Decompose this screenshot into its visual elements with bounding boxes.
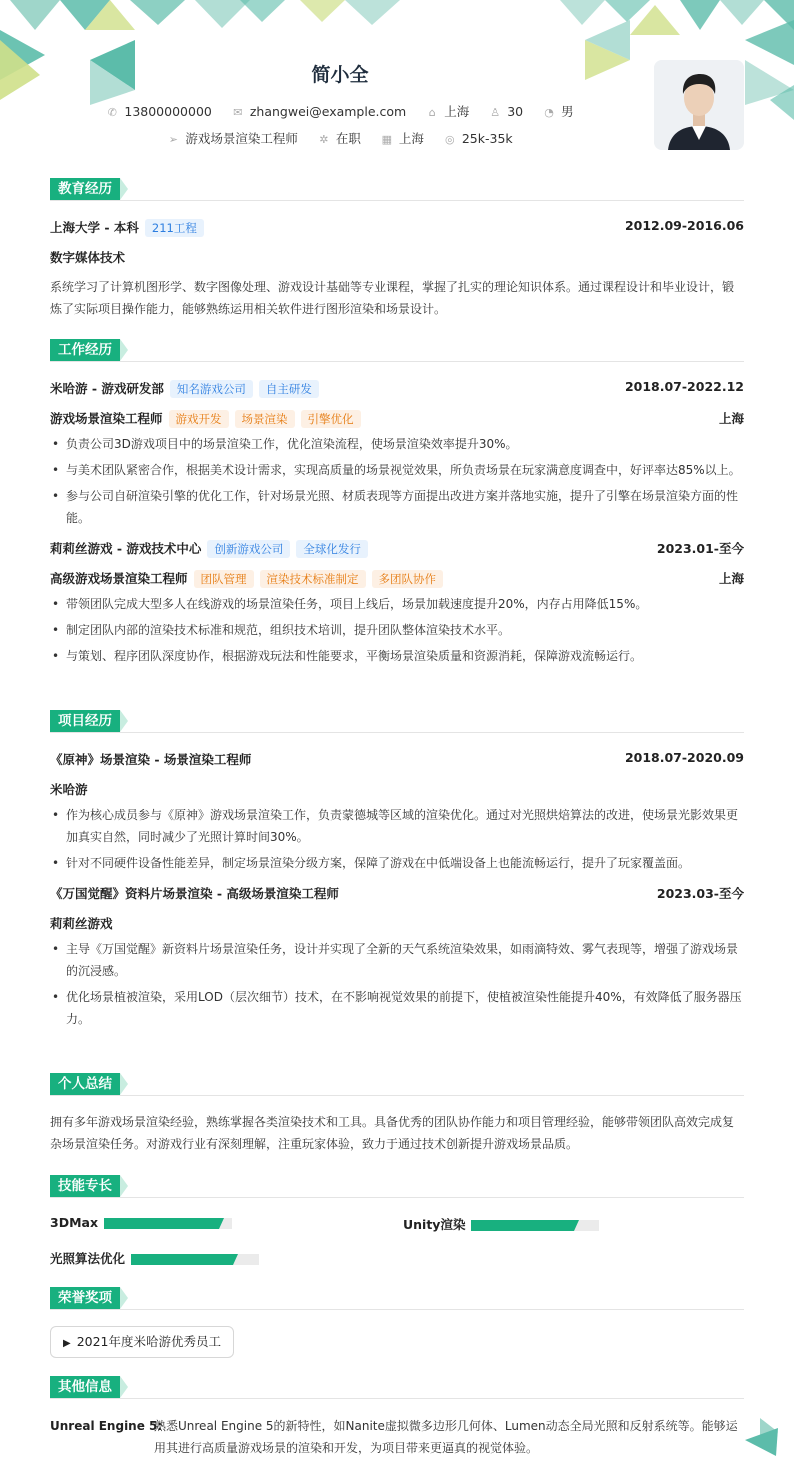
job-position: ➢ 游戏场景渲染工程师 xyxy=(168,131,298,146)
award-item[interactable] xyxy=(50,1326,234,1358)
projects-section xyxy=(50,710,744,1034)
role-tag: 场景渲染 xyxy=(235,410,295,428)
work-role-row xyxy=(50,569,744,589)
work-location: 上海 xyxy=(718,571,744,586)
education-section xyxy=(50,178,744,320)
list-item: • 参与公司自研渲染引擎的优化工作，针对场景光照、材质表现等方面提出改进方案并落地实施，提升了引擎在场景渲染方面的性能。 xyxy=(50,485,744,529)
company-tag: 知名游戏公司 xyxy=(170,380,253,398)
project-title-row xyxy=(50,750,744,770)
job-target-city: ▦ 上海 xyxy=(381,131,424,146)
projects-header xyxy=(50,710,744,733)
work-bullets xyxy=(50,593,744,667)
avatar-portrait-icon xyxy=(654,60,744,150)
role-tag: 多团队协作 xyxy=(372,570,444,588)
section-title-tail xyxy=(120,178,128,200)
work-period: 2018.07-2022.12 xyxy=(624,379,744,394)
other-section xyxy=(50,1376,744,1459)
list-item: • 负责公司3D游戏项目中的场景渲染工作，优化渲染流程，使场景渲染效率提升30%。 xyxy=(50,433,744,455)
project-period: 2018.07-2020.09 xyxy=(624,750,744,765)
education-period: 2012.09-2016.06 xyxy=(624,218,744,233)
other-item xyxy=(50,1415,744,1459)
list-item: • 与美术团队紧密合作，根据美术设计需求，实现高质量的场景视觉效果，所负责场景在玩家满意度调查中，好评率达85%以上。 xyxy=(50,459,744,481)
list-item: • 带领团队完成大型多人在线游戏的场景渲染任务，项目上线后，场景加载速度提升20%，内存占用降低15%。 xyxy=(50,593,744,615)
project-company: 米哈游 xyxy=(50,782,88,797)
skill-name: 3DMax xyxy=(50,1215,99,1230)
section-title-tail xyxy=(120,1287,128,1309)
work-location: 上海 xyxy=(718,411,744,426)
award-label: 2021年度米哈游优秀员工 xyxy=(76,1334,222,1349)
skill-item xyxy=(50,1215,232,1230)
home-icon: ⌂ xyxy=(428,106,436,119)
footer-corner-pattern xyxy=(745,1418,778,1456)
section-title-tail xyxy=(120,1073,128,1095)
work-header xyxy=(50,339,744,362)
school-tag: 211工程 xyxy=(145,219,204,237)
education-school-row xyxy=(50,218,744,238)
contact-age: ♙ 30 xyxy=(490,104,524,119)
list-item: • 优化场景植被渲染，采用LOD（层次细节）技术，在不影响视觉效果的前提下，使植被渲染性能提升40%，有效降低了服务器压力。 xyxy=(50,986,744,1030)
project-bullets xyxy=(50,938,744,1030)
role-tag: 引擎优化 xyxy=(301,410,361,428)
contact-row-primary xyxy=(0,102,680,120)
list-item: • 针对不同硬件设备性能差异，制定场景渲染分级方案，保障了游戏在中低端设备上也能流畅运行，提升了玩家覆盖面。 xyxy=(50,852,744,874)
contact-gender: ◔ 男 xyxy=(544,104,574,119)
project-company: 莉莉丝游戏 xyxy=(50,916,113,931)
job-salary: ◎ 25k-35k xyxy=(445,131,513,146)
role-tag: 团队管理 xyxy=(194,570,254,588)
section-title: 项目经历 xyxy=(50,710,120,732)
skill-level-fill xyxy=(104,1218,219,1229)
section-title-tail xyxy=(120,339,128,361)
section-title: 荣誉奖项 xyxy=(50,1287,120,1309)
skill-level-fill xyxy=(131,1254,233,1265)
work-bullets xyxy=(50,433,744,529)
gear-icon: ✲ xyxy=(319,133,329,146)
work-role: 游戏场景渲染工程师 xyxy=(50,411,163,426)
project-entry xyxy=(50,884,744,1030)
role-tag: 渲染技术标准制定 xyxy=(260,570,366,588)
skills-section xyxy=(50,1175,744,1198)
skill-level-bar xyxy=(104,1218,232,1229)
section-title: 个人总结 xyxy=(50,1073,120,1095)
company-tag: 创新游戏公司 xyxy=(207,540,290,558)
work-company: 莉莉丝游戏 - 游戏技术中心 xyxy=(50,541,202,556)
job-status: ✲ 在职 xyxy=(319,131,361,146)
work-company-row xyxy=(50,539,744,559)
list-item: • 主导《万国觉醒》新资料片场景渲染任务，设计并实现了全新的天气系统渲染效果，如雨滴特效、雾气表现等，增强了游戏场景的沉浸感。 xyxy=(50,938,744,982)
contact-city: ⌂ 上海 xyxy=(426,102,469,120)
company-tag: 全球化发行 xyxy=(296,540,368,558)
skill-item xyxy=(403,1215,599,1233)
education-description: 系统学习了计算机图形学、数字图像处理、游戏设计基础等专业课程，掌握了扎实的理论知识体系。通过课程设计和毕业设计，锻炼了实际项目操作能力，能够熟练运用相关软件进行图形渲染和场景设计。 xyxy=(50,280,735,316)
work-entry xyxy=(50,539,744,667)
work-role-row xyxy=(50,409,744,429)
school-name: 上海大学 - 本科 xyxy=(50,220,139,235)
gender-icon: ◔ xyxy=(544,106,554,119)
work-company: 米哈游 - 游戏研发部 xyxy=(50,381,164,396)
project-bullets xyxy=(50,804,744,874)
project-title: 《原神》场景渲染 - 场景渲染工程师 xyxy=(50,752,252,767)
mail-icon: ✉ xyxy=(233,106,243,119)
project-title-row xyxy=(50,884,744,904)
education-header xyxy=(50,178,744,201)
avatar xyxy=(654,60,744,150)
section-title-tail xyxy=(120,1175,128,1197)
skill-item xyxy=(50,1249,259,1267)
section-title-tail xyxy=(120,710,128,732)
project-title: 《万国觉醒》资料片场景渲染 - 高级场景渲染工程师 xyxy=(50,886,339,901)
list-item: • 与策划、程序团队深度协作，根据游戏玩法和性能要求，平衡场景渲染质量和资源消耗，保障游戏流畅运行。 xyxy=(50,645,744,667)
work-entry xyxy=(50,379,744,529)
phone-icon: ✆ xyxy=(107,106,117,119)
skills-header xyxy=(50,1175,744,1198)
section-title: 技能专长 xyxy=(50,1175,120,1197)
company-tag: 自主研发 xyxy=(259,380,319,398)
project-entry xyxy=(50,750,744,874)
skill-level-fill xyxy=(471,1220,573,1231)
building-icon: ▦ xyxy=(381,133,393,146)
section-title: 教育经历 xyxy=(50,178,120,200)
list-item: • 制定团队内部的渲染技术标准和规范，组织技术培训，提升团队整体渲染技术水平。 xyxy=(50,619,744,641)
skill-level-bar xyxy=(131,1254,259,1265)
work-section xyxy=(50,339,744,671)
education-major: 数字媒体技术 xyxy=(50,250,126,265)
candidate-name: 简小全 xyxy=(311,64,369,86)
work-role: 高级游戏场景渲染工程师 xyxy=(50,571,188,586)
summary-text: 拥有多年游戏场景渲染经验，熟练掌握各类渲染技术和工具。具备优秀的团队协作能力和项目管理经验，能够带领团队高效完成复杂场景渲染任务。对游戏行业有深刻理解，注重玩家体验，致力于通过技术创新提升游戏场景品质。 xyxy=(50,1115,735,1151)
awards-header xyxy=(50,1287,744,1310)
coin-icon: ◎ xyxy=(445,133,455,146)
other-header xyxy=(50,1376,744,1399)
send-icon: ➢ xyxy=(168,133,178,146)
section-title: 工作经历 xyxy=(50,339,120,361)
other-text: 熟悉Unreal Engine 5的新特性，如Nanite虚拟微多边形几何体、Lumen动态全局光照和反射系统等。能够运用其进行高质量游戏场景的渲染和开发，为项目带来更逼真的视觉体验。 xyxy=(154,1419,738,1455)
play-triangle-icon: ▶ xyxy=(63,1338,71,1349)
list-item: • 作为核心成员参与《原神》游戏场景渲染工作，负责蒙德城等区域的渲染优化。通过对光照烘焙算法的改进，使场景光影效果更加真实自然，同时减少了光照计算时间30%。 xyxy=(50,804,744,848)
contact-row-secondary xyxy=(0,129,680,147)
user-icon: ♙ xyxy=(490,106,501,119)
summary-section xyxy=(50,1073,744,1155)
work-period: 2023.01-至今 xyxy=(656,541,744,556)
summary-header xyxy=(50,1073,744,1096)
skill-name: Unity渲染 xyxy=(403,1217,466,1232)
skill-name: 光照算法优化 xyxy=(50,1251,126,1266)
contact-email: ✉ zhangwei@example.com xyxy=(233,104,407,119)
project-period: 2023.03-至今 xyxy=(656,886,744,901)
section-title-tail xyxy=(120,1376,128,1398)
contact-phone: ✆ 13800000000 xyxy=(107,104,212,119)
other-label: Unreal Engine 5: xyxy=(50,1419,163,1433)
role-tag: 游戏开发 xyxy=(169,410,229,428)
section-title: 其他信息 xyxy=(50,1376,120,1398)
work-company-row xyxy=(50,379,744,399)
skill-level-bar xyxy=(471,1220,599,1231)
awards-section xyxy=(50,1287,744,1310)
